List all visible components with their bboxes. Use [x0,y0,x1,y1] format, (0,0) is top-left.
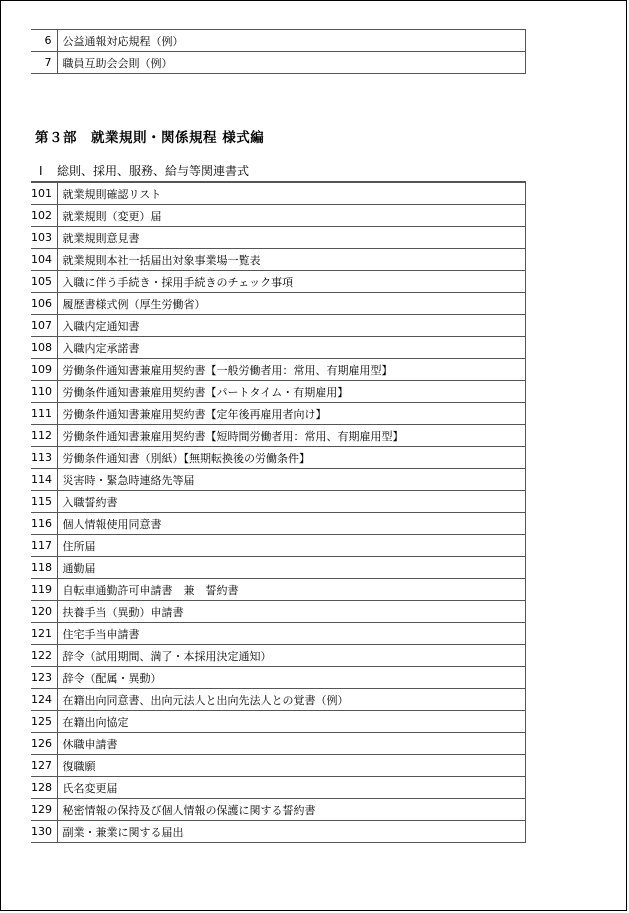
row-number: 115 [31,491,57,513]
row-title: 在籍出向同意書、出向元法人と出向先法人との覚書（例） [57,689,526,711]
table-row [31,403,526,425]
table-row [31,513,526,535]
row-title: 自転車通勤許可申請書 兼 誓約書 [57,579,526,601]
row-number: 124 [31,689,57,711]
row-number: 110 [31,381,57,403]
table-row [31,667,526,689]
row-title: 就業規則確認リスト [57,183,526,205]
forms-table [31,182,526,843]
table-row [31,205,526,227]
row-number: 6 [31,30,57,52]
table-row [31,293,526,315]
row-title: 労働条件通知書兼雇用契約書【短時間労働者用：常用、有期雇用型】 [57,425,526,447]
row-title: 住宅手当申請書 [57,623,526,645]
row-title: 入職に伴う手続き・採用手続きのチェック事項 [57,271,526,293]
row-title: 労働条件通知書（別紙）【無期転換後の労働条件】 [57,447,526,469]
table-row [31,821,526,843]
table-row [31,315,526,337]
row-number: 106 [31,293,57,315]
table-row [31,645,526,667]
row-title: 秘密情報の保持及び個人情報の保護に関する誓約書 [57,799,526,821]
row-title: 通勤届 [57,557,526,579]
table-row [31,623,526,645]
row-number: 108 [31,337,57,359]
table-row [31,777,526,799]
row-number: 128 [31,777,57,799]
table-row [31,227,526,249]
row-title: 公益通報対応規程（例） [57,30,526,52]
table-row [31,337,526,359]
table-row [31,447,526,469]
row-number: 112 [31,425,57,447]
row-number: 120 [31,601,57,623]
row-title: 辞令（配属・異動） [57,667,526,689]
row-number: 127 [31,755,57,777]
table-row [31,271,526,293]
table-row [31,381,526,403]
row-number: 117 [31,535,57,557]
row-number: 101 [31,183,57,205]
row-number: 111 [31,403,57,425]
row-title: 入職内定通知書 [57,315,526,337]
table-row [31,425,526,447]
row-title: 氏名変更届 [57,777,526,799]
part-heading: 第３部 就業規則・関係規程 様式編 [35,130,265,146]
row-title: 扶養手当（異動）申請書 [57,601,526,623]
row-title: 災害時・緊急時連絡先等届 [57,469,526,491]
row-title: 副業・兼業に関する届出 [57,821,526,843]
row-number: 102 [31,205,57,227]
row-title: 入職誓約書 [57,491,526,513]
row-title: 履歴書様式例（厚生労働省） [57,293,526,315]
section-title: 総則、採用、服務、給与等関連書式 [57,164,250,178]
row-title: 労働条件通知書兼雇用契約書【一般労働者用：常用、有期雇用型】 [57,359,526,381]
row-number: 103 [31,227,57,249]
table-row [31,799,526,821]
row-number: 123 [31,667,57,689]
row-number: 122 [31,645,57,667]
table-row [31,601,526,623]
table-row [31,491,526,513]
row-number: 130 [31,821,57,843]
table-row [31,249,526,271]
row-number: 129 [31,799,57,821]
row-title: 入職内定承諾書 [57,337,526,359]
table-row [31,52,526,74]
table-row [31,689,526,711]
row-title: 辞令（試用期間、満了・本採用決定通知） [57,645,526,667]
table-row [31,359,526,381]
table-row [31,755,526,777]
row-title: 労働条件通知書兼雇用契約書【定年後再雇用者向け】 [57,403,526,425]
table-row [31,711,526,733]
row-number: 113 [31,447,57,469]
row-number: 125 [31,711,57,733]
row-title: 職員互助会会則（例） [57,52,526,74]
section-heading [31,161,526,182]
row-title: 復職願 [57,755,526,777]
row-title: 就業規則意見書 [57,227,526,249]
row-title: 個人情報使用同意書 [57,513,526,535]
row-number: 114 [31,469,57,491]
table-row [31,535,526,557]
table-row [31,30,526,52]
section-number: Ⅰ [39,164,43,178]
row-title: 就業規則（変更）届 [57,205,526,227]
row-number: 116 [31,513,57,535]
row-number: 121 [31,623,57,645]
row-number: 105 [31,271,57,293]
row-title: 住所届 [57,535,526,557]
row-title: 休職申請書 [57,733,526,755]
row-title: 労働条件通知書兼雇用契約書【パートタイム・有期雇用】 [57,381,526,403]
row-number: 107 [31,315,57,337]
row-number: 118 [31,557,57,579]
row-number: 119 [31,579,57,601]
previous-section-table [31,29,526,74]
table-row [31,733,526,755]
row-title: 在籍出向協定 [57,711,526,733]
previous-section-rows [31,30,526,74]
row-title: 就業規則本社一括届出対象事業場一覧表 [57,249,526,271]
table-row [31,557,526,579]
table-row [31,469,526,491]
table-row [31,183,526,205]
row-number: 104 [31,249,57,271]
forms-rows [31,183,526,843]
table-row [31,579,526,601]
row-number: 7 [31,52,57,74]
row-number: 126 [31,733,57,755]
row-number: 109 [31,359,57,381]
